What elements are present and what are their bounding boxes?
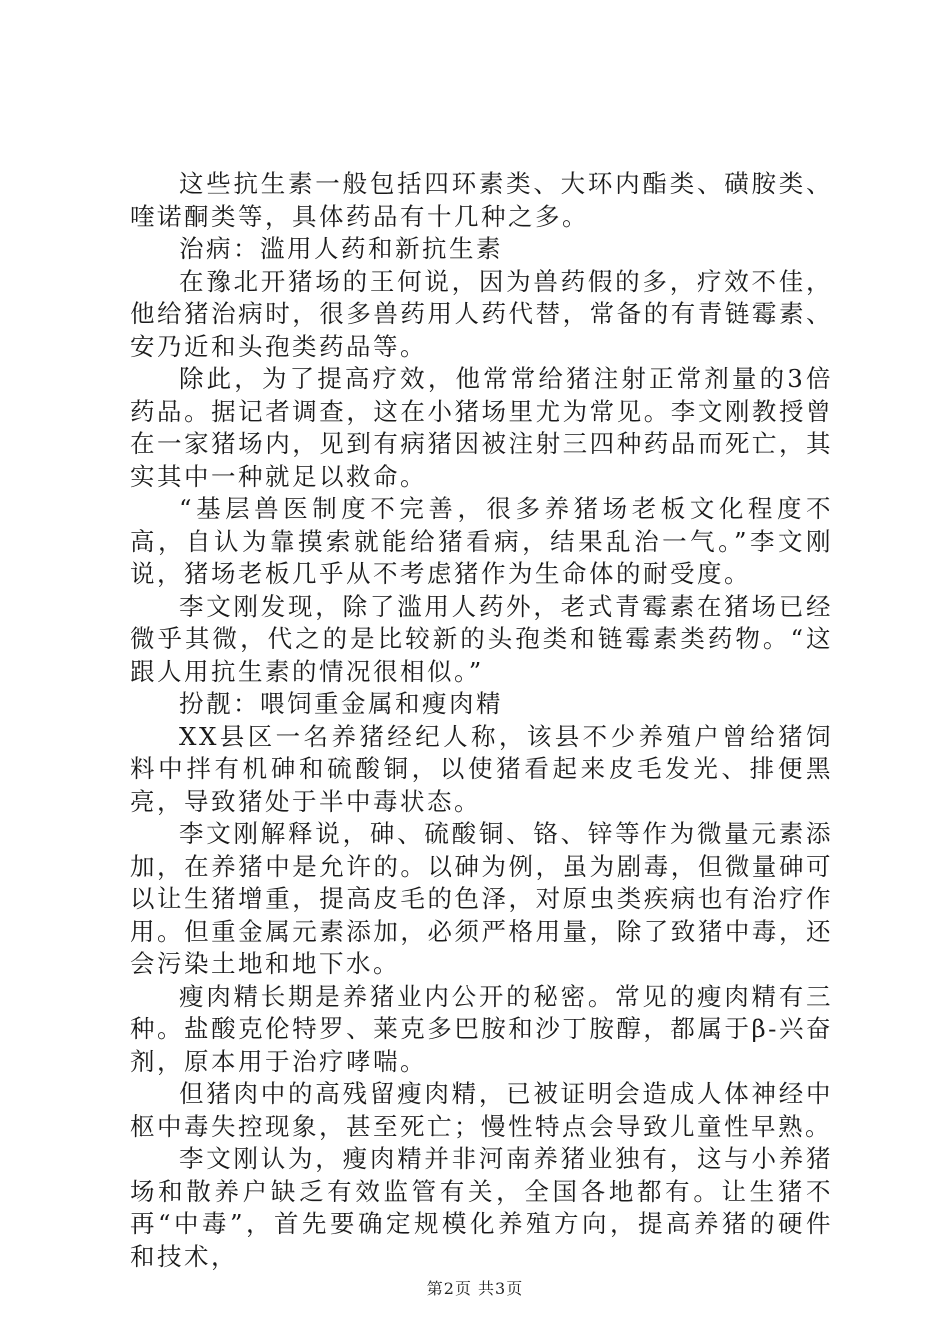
paragraph: XX县区一名养猪经纪人称，该县不少养殖户曾给猪饲料中拌有机砷和硫酸铜，以使猪看起来皮毛发光、排便黑亮，导致猪处于半中毒状态。 bbox=[130, 721, 833, 816]
paragraph: 李文刚解释说，砷、硫酸铜、铬、锌等作为微量元素添加，在养猪中是允许的。以砷为例，虽为剧毒，但微量砷可以让生猪增重，提高皮毛的色泽，对原虫类疾病也有治疗作用。但重金属元素添加，必须严格用量，除了致猪中毒，还会污染土地和地下水。 bbox=[130, 819, 833, 978]
paragraph: 李文刚发现，除了滥用人药外，老式青霉素在猪场已经微乎其微，代之的是比较新的头孢类和链霉素类药物。“这跟人用抗生素的情况很相似。” bbox=[130, 591, 833, 686]
paragraph: 这些抗生素一般包括四环素类、大环内酯类、磺胺类、喹诺酮类等，具体药品有十几种之多。 bbox=[130, 169, 833, 231]
page-number-footer: 第2页 共3页 bbox=[426, 1279, 524, 1298]
paragraph: 瘦肉精长期是养猪业内公开的秘密。常见的瘦肉精有三种。盐酸克伦特罗、莱克多巴胺和沙丁胺醇，都属于β-兴奋剂，原本用于治疗哮喘。 bbox=[130, 981, 833, 1076]
section-heading: 扮靓：喂饲重金属和瘦肉精 bbox=[179, 689, 503, 718]
paragraph: 但猪肉中的高残留瘦肉精，已被证明会造成人体神经中枢中毒失控现象，甚至死亡；慢性特点会导致儿童性早熟。 bbox=[130, 1079, 833, 1141]
paragraph: “基层兽医制度不完善，很多养猪场老板文化程度不高，自认为靠摸索就能给猪看病，结果乱治一气。”李文刚说，猪场老板几乎从不考虑猪作为生命体的耐受度。 bbox=[130, 494, 833, 588]
paragraph: 除此，为了提高疗效，他常常给猪注射正常剂量的3倍药品。据记者调查，这在小猪场里尤为常见。李文刚教授曾在一家猪场内，见到有病猪因被注射三四种药品而死亡，其实其中一种就足以救命。 bbox=[130, 364, 833, 491]
document-body bbox=[130, 168, 833, 1273]
paragraph: 在豫北开猪场的王何说，因为兽药假的多，疗效不佳，他给猪治病时，很多兽药用人药代替，常备的有青链霉素、安乃近和头孢类药品等。 bbox=[130, 266, 833, 361]
paragraph: 李文刚认为，瘦肉精并非河南养猪业独有，这与小养猪场和散养户缺乏有效监管有关，全国各地都有。让生猪不再“中毒”，首先要确定规模化养殖方向，提高养猪的硬件和技术， bbox=[130, 1144, 833, 1271]
section-heading: 治病：滥用人药和新抗生素 bbox=[179, 234, 503, 263]
